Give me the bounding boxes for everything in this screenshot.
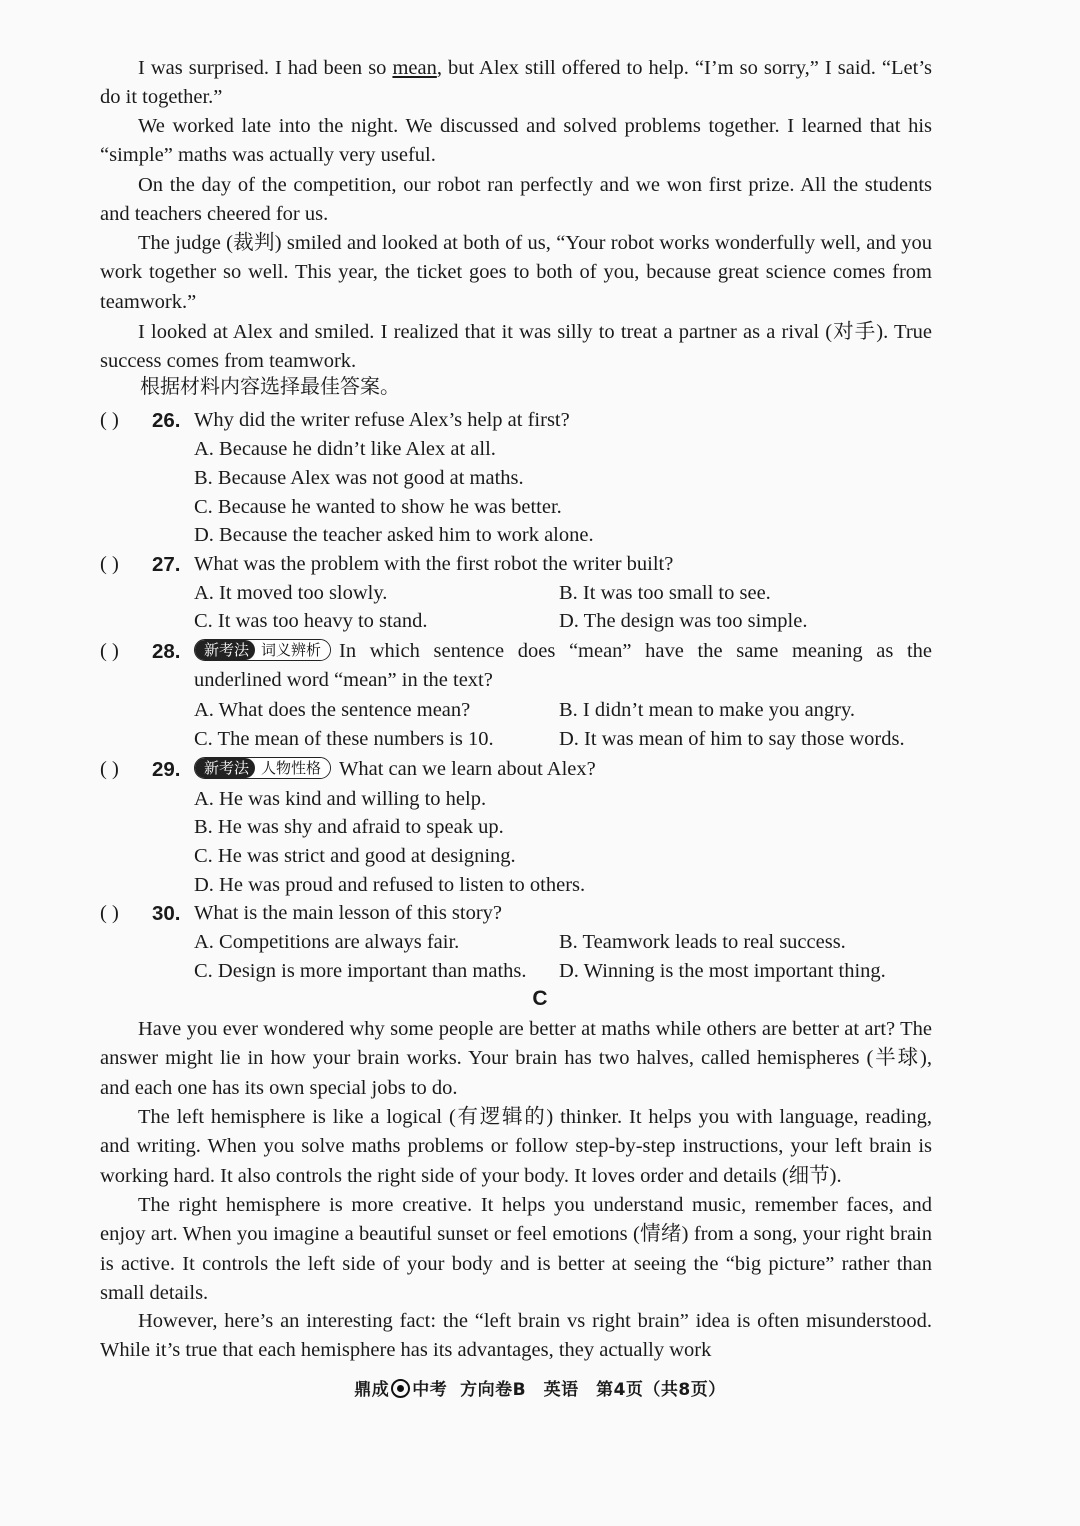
instruction: 根据材料内容选择最佳答案。	[140, 376, 400, 398]
option-27d: D. The design was too simple.	[559, 610, 808, 632]
page-footer	[0, 1375, 1080, 1400]
option-27c: C. It was too heavy to stand.	[194, 610, 428, 632]
section-c-paragraph-1: Have you ever wondered why some people are better at maths while others are better at art? The answer might lie in how your brain works. Your brain has two halves, called hemispheres (半球), and each one has its own special jobs to do.	[100, 1018, 932, 1099]
option-26a: A. Because he didn’t like Alex at all.	[194, 438, 496, 460]
section-c-paragraph-3: The right hemisphere is more creative. It helps you understand music, remember faces, and enjoy art. When you imagine a beautiful sunset or feel emotions (情绪) from a song, your right brain is active. It controls the left side of your body and is better at seeing the “big picture” rather than small details.	[100, 1194, 932, 1304]
question-stem: What was the problem with the first robot the writer built?	[194, 553, 674, 575]
question-number: 28.	[152, 640, 181, 663]
passage-b-paragraph-5: I looked at Alex and smiled. I realized that it was silly to treat a partner as a rival (对手). True success comes from teamwork.	[100, 321, 932, 373]
question-stem: 新考法 人物性格 What can we learn about Alex?	[194, 755, 932, 784]
answer-blank[interactable]: ( )	[100, 640, 119, 662]
option-28b: B. I didn’t mean to make you angry.	[559, 699, 856, 721]
option-26c: C. Because he wanted to show he was better.	[194, 496, 562, 518]
option-29a: A. He was kind and willing to help.	[194, 788, 487, 810]
option-29b: B. He was shy and afraid to speak up.	[194, 816, 504, 838]
option-29d: D. He was proud and refused to listen to others.	[194, 874, 586, 896]
option-30b: B. Teamwork leads to real success.	[559, 931, 846, 953]
question-number: 26.	[152, 409, 181, 432]
passage-b-paragraph-1: I was surprised. I had been so mean, but Alex still offered to help. “I’m so sorry,” I said. “Let’s do it together.”	[100, 57, 932, 109]
answer-blank[interactable]: ( )	[100, 758, 119, 780]
option-28c: C. The mean of these numbers is 10.	[194, 728, 494, 750]
passage-b-paragraph-3: On the day of the competition, our robot ran perfectly and we won first prize. All the students and teachers cheered for us.	[100, 174, 932, 226]
option-30c: C. Design is more important than maths.	[194, 960, 527, 982]
answer-blank[interactable]: ( )	[100, 553, 119, 575]
passage-b-paragraph-2: We worked late into the night. We discussed and solved problems together. I learned that his “simple” maths was actually very useful.	[100, 115, 932, 167]
underlined-word-mean: mean	[392, 57, 437, 79]
question-number: 27.	[152, 553, 181, 576]
option-28d: D. It was mean of him to say those words.	[559, 728, 905, 750]
answer-blank[interactable]: ( )	[100, 902, 119, 924]
option-27b: B. It was too small to see.	[559, 582, 771, 604]
section-c-paragraph-4: However, here’s an interesting fact: the “left brain vs right brain” idea is often misunderstood. While it’s true that each hemisphere has its advantages, they actually work	[100, 1310, 932, 1362]
brand-exam: 中考	[412, 1380, 448, 1400]
new-test-method-badge: 新考法 人物性格	[194, 757, 331, 779]
section-c-title: C	[532, 987, 548, 1010]
section-c-paragraph-2: The left hemisphere is like a logical (有逻辑的) thinker. It helps you with language, reading, and writing. When you solve maths problems or follow step-by-step instructions, your left brain is working hard. It also controls the right side of your body. It loves order and details (细节).	[100, 1106, 932, 1187]
option-30d: D. Winning is the most important thing.	[559, 960, 886, 982]
option-27a: A. It moved too slowly.	[194, 582, 388, 604]
question-number: 30.	[152, 902, 181, 925]
page-info: 方向卷B 英语 第4页（共8页）	[460, 1380, 726, 1400]
brand-name: 鼎成	[354, 1380, 390, 1400]
option-28a: A. What does the sentence mean?	[194, 699, 471, 721]
new-test-method-badge: 新考法 词义辨析	[194, 639, 331, 661]
option-29c: C. He was strict and good at designing.	[194, 845, 516, 867]
question-number: 29.	[152, 758, 181, 781]
question-stem: What is the main lesson of this story?	[194, 902, 503, 924]
option-26b: B. Because Alex was not good at maths.	[194, 467, 524, 489]
brand-logo-icon	[391, 1379, 410, 1398]
question-stem: Why did the writer refuse Alex’s help at first?	[194, 409, 570, 431]
passage-b-paragraph-4: The judge (裁判) smiled and looked at both of us, “Your robot works wonderfully well, and you work together so well. This year, the ticket goes to both of you, because great science comes from teamwork.”	[100, 232, 932, 313]
option-26d: D. Because the teacher asked him to work alone.	[194, 524, 594, 546]
answer-blank[interactable]: ( )	[100, 409, 119, 431]
question-stem: 新考法 词义辨析 In which sentence does “mean” have the same meaning as the underlined word “mean” in the text?	[194, 640, 932, 692]
option-30a: A. Competitions are always fair.	[194, 931, 460, 953]
